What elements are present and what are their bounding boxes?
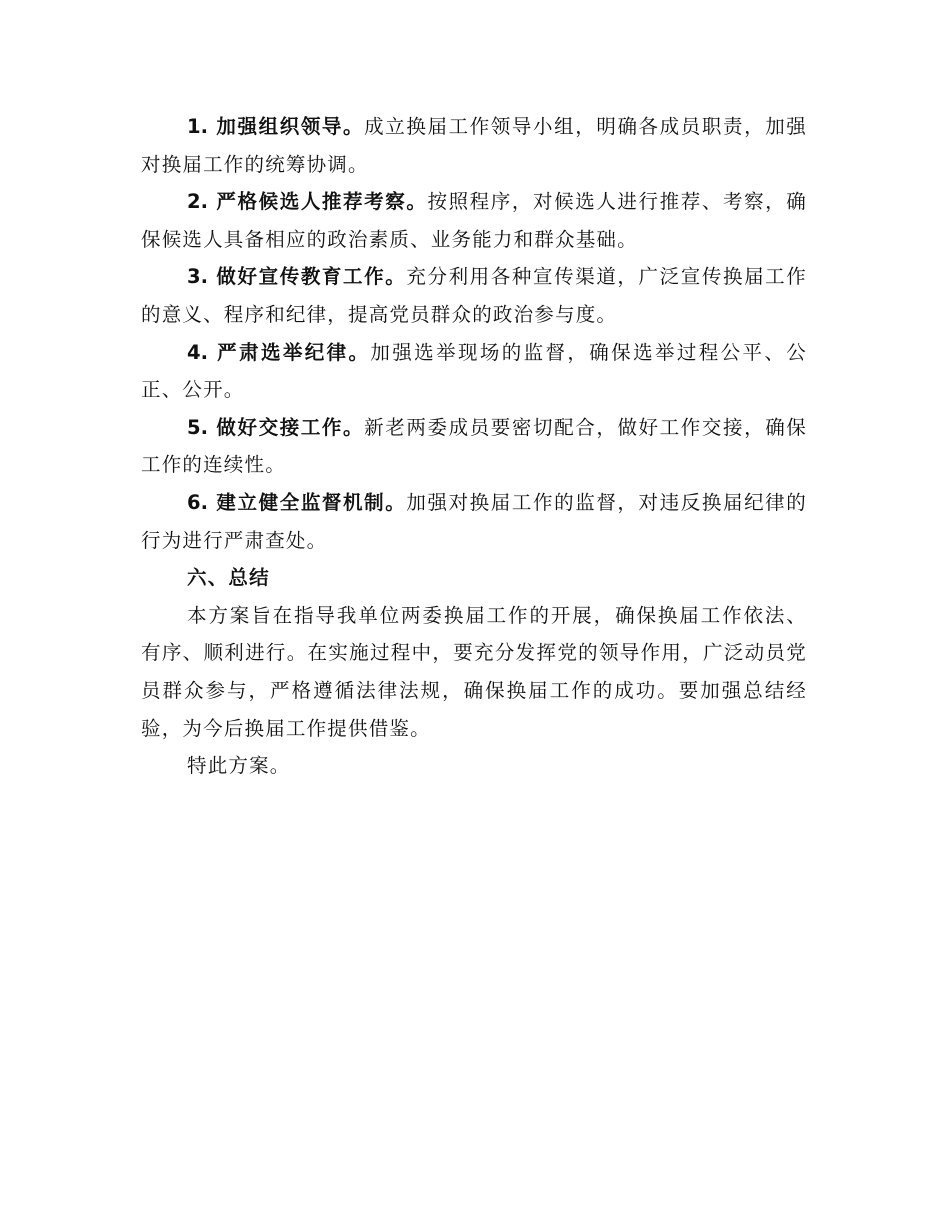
item-title: 做好交接工作。 xyxy=(215,415,365,439)
item-body: 成立换届工作领导小组，明确各成员职责，加强对换届工作的统筹协调。 xyxy=(141,115,808,176)
list-item xyxy=(141,183,807,258)
list-item xyxy=(141,258,807,333)
item-number: 5. xyxy=(187,415,208,439)
item-number: 2. xyxy=(187,190,208,214)
item-number: 6. xyxy=(187,490,208,514)
item-title: 加强组织领导。 xyxy=(215,115,365,138)
item-title: 做好宣传教育工作。 xyxy=(215,265,407,289)
closing-line: 特此方案。 xyxy=(187,754,291,778)
summary-paragraph: 本方案旨在指导我单位两委换届工作的开展，确保换届工作依法、有序、顺利进行。在实施过程中，要充分发挥党的领导作用，广泛动员党员群众参与，严格遵循法律法规，确保换届工作的成功。要加强总结经验，为今后换届工作提供借鉴。 xyxy=(141,603,807,740)
item-number: 3. xyxy=(187,265,208,289)
item-number: 4. xyxy=(187,340,208,364)
item-title: 严格候选人推荐考察。 xyxy=(215,190,428,214)
list-item xyxy=(141,108,807,183)
item-title: 建立健全监督机制。 xyxy=(215,490,407,514)
item-title: 严肃选举纪律。 xyxy=(215,340,371,364)
item-number: 1. xyxy=(187,115,208,138)
list-item xyxy=(141,334,807,409)
item-body: 加强选举现场的监督，确保选举过程公平、公正、公开。 xyxy=(141,340,807,402)
list-item xyxy=(141,409,807,484)
item-body: 加强对换届工作的监督，对违反换届纪律的行为进行严肃查处。 xyxy=(141,490,807,552)
item-body: 充分利用各种宣传渠道，广泛宣传换届工作的意义、程序和纪律，提高党员群众的政治参与度。 xyxy=(141,265,807,326)
section-heading: 六、总结 xyxy=(187,566,270,590)
item-body: 按照程序，对候选人进行推荐、考察，确保候选人具备相应的政治素质、业务能力和群众基础。 xyxy=(141,190,807,251)
item-body: 新老两委成员要密切配合，做好工作交接，确保工作的连续性。 xyxy=(141,415,808,477)
list-item xyxy=(141,484,807,559)
document-page xyxy=(141,108,807,785)
